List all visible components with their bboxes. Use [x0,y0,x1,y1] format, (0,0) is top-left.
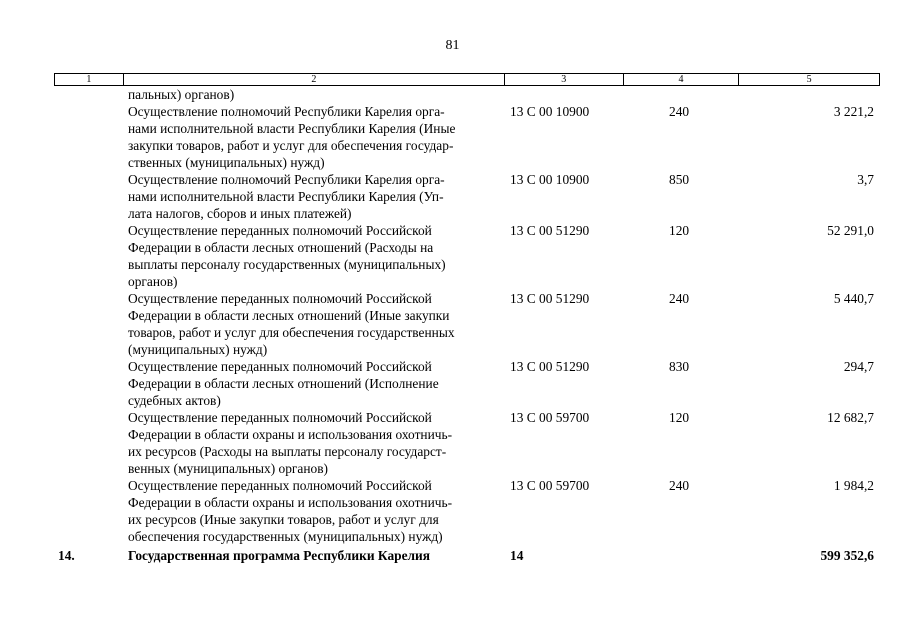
column-header-1: 1 [55,74,124,85]
row-description-line: Федерации в области охраны и использования охотничь- [128,495,453,510]
row-description-line: закупки товаров, работ и услуг для обеспечения государ- [128,138,454,153]
row-expense-type: 240 [669,478,690,493]
row-description-line: выплаты персоналу государственных (муниципальных) [128,257,446,272]
row-amount: 1 984,2 [833,478,874,493]
continuation-text: пальных) органов) [128,87,235,102]
row-description-line: их ресурсов (Иные закупки товаров, работ и услуг для [128,512,439,527]
table-row [54,222,880,290]
row-description-line: нами исполнительной власти Республики Карелия (Уп- [128,189,444,204]
row-amount: 3,7 [857,172,874,187]
table-row [54,290,880,358]
row-description-line: Федерации в области лесных отношений (Иные закупки [128,308,450,323]
total-row-description: Государственная программа Республики Карелия [128,548,431,563]
row-description-line: нами исполнительной власти Республики Карелия (Иные [128,121,456,136]
row-description [123,222,505,290]
row-code: 13 С 00 51290 [510,359,590,374]
row-description-line: Осуществление переданных полномочий Российской [128,359,432,374]
row-description [123,290,505,358]
row-description-line: венных (муниципальных) органов) [128,461,329,476]
table-row [54,409,880,477]
row-description [123,477,505,545]
row-description-line: Осуществление переданных полномочий Российской [128,223,432,238]
total-row-code: 14 [510,548,524,563]
total-row-amount: 599 352,6 [820,548,874,563]
row-amount: 3 221,2 [833,104,874,119]
total-row [54,547,880,564]
data-rows [54,103,880,545]
row-description-line: Осуществление переданных полномочий Российской [128,410,432,425]
row-description-line: их ресурсов (Расходы на выплаты персоналу государст- [128,444,447,459]
row-description-line: органов) [128,274,178,289]
continuation-row [54,86,880,103]
row-code: 13 С 00 51290 [510,223,590,238]
table-row [54,477,880,545]
row-expense-type: 850 [669,172,690,187]
row-amount: 12 682,7 [827,410,874,425]
row-code: 13 С 00 59700 [510,478,590,493]
row-description-line: судебных актов) [128,393,221,408]
row-description [123,358,505,409]
row-expense-type: 120 [669,223,690,238]
row-expense-type: 830 [669,359,690,374]
row-code: 13 С 00 59700 [510,410,590,425]
row-expense-type: 120 [669,410,690,425]
table-row [54,358,880,409]
row-code: 13 С 00 10900 [510,104,590,119]
row-description-line: Осуществление переданных полномочий Российской [128,478,432,493]
row-amount: 5 440,7 [833,291,874,306]
row-description-line: Осуществление переданных полномочий Российской [128,291,432,306]
row-expense-type: 240 [669,104,690,119]
table-row [54,103,880,171]
row-description [123,103,505,171]
table-row [54,171,880,222]
row-description-line: Федерации в области охраны и использования охотничь- [128,427,453,442]
column-header-2: 2 [124,74,505,85]
row-description [123,171,505,222]
page-number: 81 [445,38,460,53]
row-code: 13 С 00 10900 [510,172,590,187]
total-row-type [624,547,740,564]
column-header-5: 5 [806,74,812,85]
row-amount: 52 291,0 [827,223,874,238]
row-description-line: Федерации в области лесных отношений (Расходы на [128,240,434,255]
table-header [54,73,880,86]
row-description-line: (муниципальных) нужд) [128,342,268,357]
row-description-line: товаров, работ и услуг для обеспечения государственных [128,325,455,340]
row-description-line: Осуществление полномочий Республики Карелия орга- [128,172,445,187]
row-description [123,409,505,477]
row-description-line: Осуществление полномочий Республики Карелия орга- [128,104,445,119]
row-description-line: лата налогов, сборов и иных платежей) [128,206,352,221]
column-header-3: 3 [505,74,624,85]
table-body [54,86,880,564]
column-header-4: 4 [624,74,740,85]
total-row-number: 14. [58,548,75,563]
row-description-line: обеспечения государственных (муниципальных) нужд) [128,529,443,544]
row-expense-type: 240 [669,291,690,306]
row-code: 13 С 00 51290 [510,291,590,306]
row-description-line: Федерации в области лесных отношений (Исполнение [128,376,439,391]
row-description-line: ственных (муниципальных) нужд) [128,155,325,170]
row-amount: 294,7 [843,359,874,374]
